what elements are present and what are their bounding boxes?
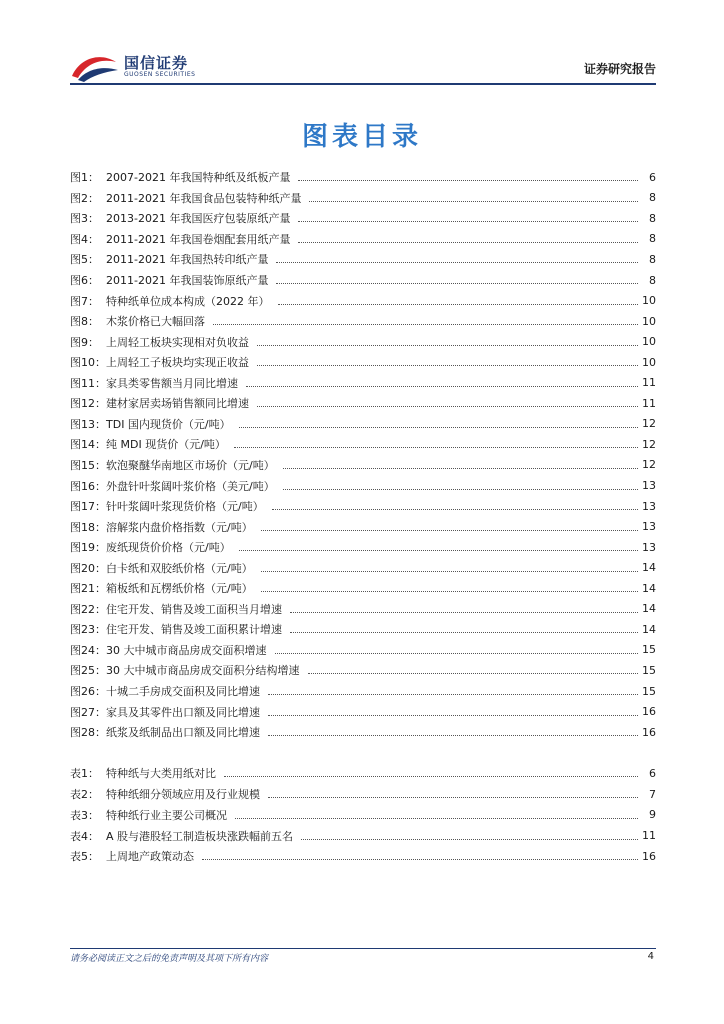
footer-divider <box>70 948 656 949</box>
toc-leader-dots <box>239 426 638 428</box>
guosen-logo-icon <box>70 52 120 82</box>
toc-entry[interactable] <box>70 331 656 352</box>
toc-entry-page: 8 <box>649 252 656 266</box>
toc-entry-page: 8 <box>649 211 656 225</box>
toc-entry[interactable] <box>70 188 656 209</box>
toc-entry-title: 30 大中城市商品房成交面积分结构增速 <box>106 664 300 678</box>
toc-entry-number: 图2： <box>70 191 99 205</box>
toc-entry-number: 图6： <box>70 274 99 287</box>
toc-entry-title: 2013-2021 年我国医疗包装原纸产量 <box>106 212 291 226</box>
toc-entry-page: 8 <box>649 191 656 205</box>
toc-leader-dots <box>213 323 638 325</box>
toc-entry-number: 图23： <box>70 623 106 637</box>
toc-entry-page: 9 <box>649 808 656 822</box>
footer-disclaimer: 请务必阅读正文之后的免责声明及其项下所有内容 <box>70 954 269 964</box>
toc-entry-title: 溶解浆内盘价格指数（元/吨） <box>106 520 253 534</box>
toc-entry[interactable] <box>70 434 656 455</box>
toc-leader-dots <box>261 529 638 531</box>
toc-entry[interactable] <box>70 393 656 414</box>
toc-entry-title: 软泡聚醚华南地区市场价（元/吨） <box>106 458 275 472</box>
toc-entry-number: 图5： <box>70 253 99 267</box>
toc-entry[interactable] <box>70 599 656 620</box>
toc-entry-title: 上周轻工板块实现相对负收益 <box>106 335 249 349</box>
toc-entry-number: 图11： <box>70 376 106 390</box>
toc-entry[interactable] <box>70 496 656 517</box>
toc-entry-page: 6 <box>649 170 656 184</box>
toc-entry-title: 家具及其零件出口额及同比增速 <box>106 705 260 719</box>
toc-entry[interactable] <box>70 475 656 496</box>
toc-entry-page: 13 <box>642 479 656 492</box>
page-title: 图表目录 <box>301 122 422 152</box>
toc-entry-number: 图24： <box>70 643 106 657</box>
toc-entry[interactable] <box>70 167 656 188</box>
toc-entry-page: 12 <box>642 458 656 472</box>
toc-entry-title: 建材家居卖场销售额同比增速 <box>106 397 249 411</box>
toc-entry-title: 白卡纸和双胶纸价格（元/吨） <box>106 561 253 575</box>
toc-entry-page: 15 <box>642 663 656 677</box>
toc-entry[interactable] <box>70 249 656 270</box>
toc-entry[interactable] <box>70 373 656 394</box>
toc-leader-dots <box>246 385 638 387</box>
toc-entry-title: 上周地产政策动态 <box>106 850 194 864</box>
toc-entry[interactable] <box>70 229 656 250</box>
toc-entry-title: 2011-2021 年我国热转印纸产量 <box>106 253 269 267</box>
toc-entry-page: 11 <box>642 829 656 843</box>
toc-entry-title: 纸浆及纸制品出口额及同比增速 <box>106 726 260 740</box>
toc-entry-number: 图1： <box>70 171 99 185</box>
toc-entry-title: 30 大中城市商品房成交面积增速 <box>106 643 267 657</box>
toc-leader-dots <box>290 611 638 613</box>
toc-entry-number: 图8： <box>70 315 99 329</box>
toc-leader-dots <box>276 282 638 284</box>
toc-entry[interactable] <box>70 578 656 599</box>
toc-entry-number: 图15： <box>70 458 106 472</box>
toc-entry[interactable] <box>70 640 656 661</box>
toc-entry[interactable] <box>70 722 656 743</box>
toc-entry-number: 图4： <box>70 232 99 246</box>
toc-entry-title: TDI 国内现货价（元/吨） <box>106 417 231 431</box>
toc-entry-number: 图17： <box>70 500 106 514</box>
toc-entry-page: 11 <box>642 376 656 390</box>
toc-entry-page: 12 <box>642 417 656 431</box>
toc-entry[interactable] <box>70 414 656 435</box>
toc-entry-number: 图22： <box>70 602 106 616</box>
toc-entry-title: 废纸现货价价格（元/吨） <box>106 541 231 555</box>
toc-entry[interactable] <box>70 270 656 291</box>
toc-leader-dots <box>268 714 638 716</box>
toc-entry-page: 11 <box>642 396 656 410</box>
toc-entry-page: 16 <box>642 849 656 863</box>
toc-entry-title: 上周轻工子板块均实现正收益 <box>106 356 249 370</box>
toc-leader-dots <box>239 549 638 551</box>
toc-entry-number: 图7： <box>70 294 99 308</box>
toc-entry-number: 图26： <box>70 685 106 698</box>
toc-entry-number: 图19： <box>70 541 106 555</box>
toc-entry-number: 图21： <box>70 582 106 596</box>
toc-entry-title: 纯 MDI 现货价（元/吨） <box>106 438 226 452</box>
toc-leader-dots <box>268 796 638 798</box>
toc-leader-dots <box>298 220 638 222</box>
page-header <box>70 48 656 88</box>
toc-entry[interactable] <box>70 660 656 681</box>
toc-leader-dots <box>272 508 638 510</box>
toc-entry-number: 图27： <box>70 705 106 719</box>
toc-entry-page: 13 <box>642 499 656 513</box>
toc-entry-page: 14 <box>642 622 656 636</box>
toc-leader-dots <box>298 179 638 181</box>
toc-entry[interactable] <box>70 784 656 805</box>
toc-leader-dots <box>308 672 639 674</box>
toc-entry-page: 16 <box>642 725 656 739</box>
report-type-label: 证券研究报告 <box>583 62 656 76</box>
toc-entry-number: 图18： <box>70 520 106 534</box>
toc-entry-page: 10 <box>642 335 656 349</box>
toc-entry-number: 表3： <box>70 808 99 822</box>
toc-entry-page: 14 <box>642 581 656 595</box>
toc-entry[interactable] <box>70 619 656 640</box>
toc-entry-number: 图9： <box>70 335 99 349</box>
toc-leader-dots <box>224 775 638 777</box>
toc-leader-dots <box>257 405 638 407</box>
toc-entry-page: 10 <box>642 355 656 369</box>
toc-entry-title: 2011-2021 年我国装饰原纸产量 <box>106 274 269 287</box>
toc-entry-page: 8 <box>649 232 656 246</box>
toc-entry[interactable] <box>70 455 656 476</box>
guosen-logo <box>70 48 200 86</box>
toc-entry-title: 家具类零售额当月同比增速 <box>106 376 238 390</box>
toc-entry-title: 特种纸单位成本构成（2022 年） <box>106 294 270 308</box>
toc-entry-page: 7 <box>649 787 656 801</box>
toc-entry[interactable] <box>70 516 656 537</box>
toc-entry-number: 图14： <box>70 438 106 452</box>
toc-entry-page: 6 <box>649 766 656 780</box>
toc-entry-number: 图28： <box>70 726 106 740</box>
toc-entry-title: 2011-2021 年我国食品包装特种纸产量 <box>106 191 302 205</box>
toc-entry-number: 图20： <box>70 561 106 575</box>
toc-leader-dots <box>261 570 638 572</box>
toc-entry-number: 图12： <box>70 397 106 411</box>
toc-leader-dots <box>290 631 638 633</box>
toc-entry-page: 12 <box>642 437 656 451</box>
toc-entry-title: 木浆价格已大幅回落 <box>106 315 205 329</box>
toc-leader-dots <box>202 858 638 860</box>
toc-leader-dots <box>257 344 638 346</box>
toc-entry[interactable] <box>70 846 656 867</box>
logo-text-en: GUOSEN SECURITIES <box>124 71 196 78</box>
toc-entry-title: 外盘针叶浆阔叶浆价格（美元/吨） <box>106 479 275 493</box>
toc-leader-dots <box>276 261 638 263</box>
toc-entry-title: 住宅开发、销售及竣工面积累计增速 <box>106 623 282 637</box>
toc-entry-title: 特种纸行业主要公司概况 <box>106 808 227 822</box>
toc-entry[interactable] <box>70 290 656 311</box>
toc-entry-number: 图13： <box>70 417 106 431</box>
toc-entry[interactable] <box>70 805 656 826</box>
toc-entry-page: 10 <box>642 314 656 328</box>
toc-leader-dots <box>268 734 638 736</box>
toc-leader-dots <box>283 488 638 490</box>
toc-leader-dots <box>235 817 638 819</box>
toc-leader-dots <box>301 838 638 840</box>
page-number: 4 <box>647 951 654 962</box>
logo-text-cn: 国信证券 <box>124 54 189 72</box>
toc-entry-title: 特种纸细分领域应用及行业规模 <box>106 788 260 802</box>
toc-entry-title: 箱板纸和瓦楞纸价格（元/吨） <box>106 582 253 596</box>
toc-entry-number: 图16： <box>70 479 106 493</box>
toc-entry[interactable] <box>70 763 656 784</box>
toc-entry-number: 表2： <box>70 788 99 802</box>
toc-entry-title: 特种纸与大类用纸对比 <box>106 767 216 781</box>
toc-entry[interactable] <box>70 537 656 558</box>
toc-leader-dots <box>275 652 639 654</box>
header-divider <box>70 83 656 85</box>
toc-entry-title: A 股与港股轻工制造板块涨跌幅前五名 <box>106 829 294 843</box>
toc-entry-number: 图3： <box>70 212 99 226</box>
toc-leader-dots <box>234 446 638 448</box>
toc-entry-title: 十城二手房成交面积及同比增速 <box>106 685 260 698</box>
toc-leader-dots <box>257 364 638 366</box>
toc-entry[interactable] <box>70 352 656 373</box>
toc-entry[interactable] <box>70 557 656 578</box>
toc-entry[interactable] <box>70 681 656 702</box>
toc-entry-number: 表5： <box>70 850 99 864</box>
toc-entry-page: 10 <box>642 294 656 308</box>
toc-entry-page: 15 <box>642 684 656 698</box>
toc-entry[interactable] <box>70 208 656 229</box>
toc-entry-page: 13 <box>642 520 656 534</box>
toc-entry[interactable] <box>70 701 656 722</box>
toc-leader-dots <box>283 467 638 469</box>
toc-entry-page: 16 <box>642 705 656 719</box>
toc-entry-title: 2007-2021 年我国特种纸及纸板产量 <box>106 171 291 185</box>
toc-entry-title: 针叶浆阔叶浆现货价格（元/吨） <box>106 500 264 514</box>
toc-entry-page: 14 <box>642 602 656 616</box>
toc-entry-number: 表1： <box>70 767 99 781</box>
toc-entry-title: 住宅开发、销售及竣工面积当月增速 <box>106 602 282 616</box>
toc-leader-dots <box>268 693 638 695</box>
toc-leader-dots <box>278 303 639 305</box>
toc-leader-dots <box>309 200 638 202</box>
toc-leader-dots <box>261 590 638 592</box>
toc-entry-number: 图25： <box>70 664 106 678</box>
toc-entry-page: 15 <box>642 643 656 657</box>
toc-entry[interactable] <box>70 825 656 846</box>
toc-entry-page: 13 <box>642 540 656 554</box>
toc-entry-number: 图10： <box>70 356 106 370</box>
toc-entry-number: 表4： <box>70 829 99 843</box>
toc-entry-page: 14 <box>642 561 656 575</box>
toc-entry-page: 8 <box>649 273 656 287</box>
toc-leader-dots <box>298 241 638 243</box>
toc-entry-title: 2011-2021 年我国卷烟配套用纸产量 <box>106 232 291 246</box>
toc-entry[interactable] <box>70 311 656 332</box>
